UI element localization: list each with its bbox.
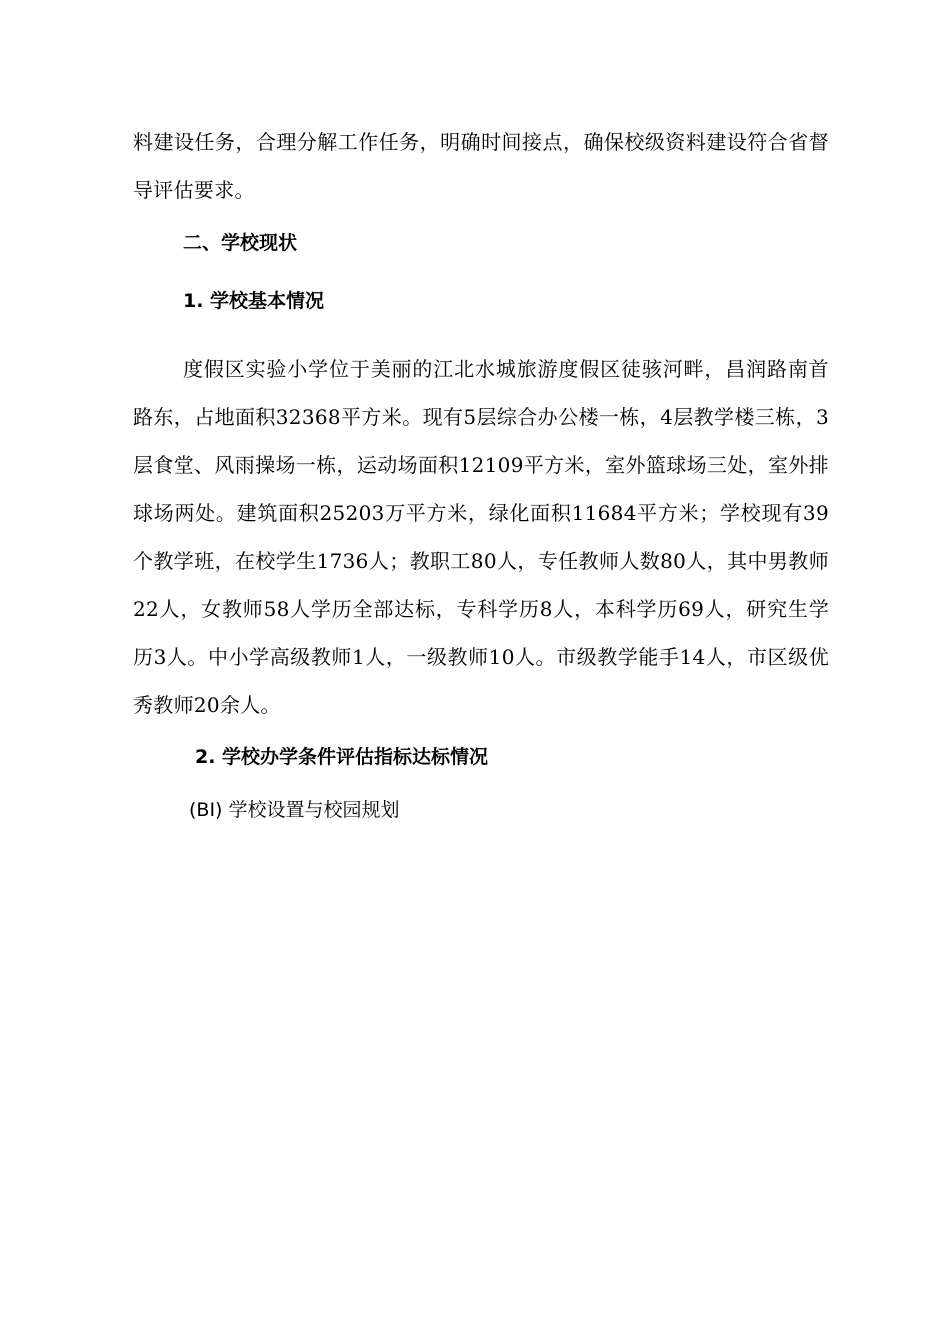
section-heading: 二、学校现状 <box>183 232 298 254</box>
subsection-heading-evaluation: 2. 学校办学条件评估指标达标情况 <box>195 746 489 768</box>
document-body <box>133 118 829 834</box>
basic-info-paragraph: 度假区实验小学位于美丽的江北水城旅游度假区徒骇河畔，昌润路南首路东，占地面积32368平方米。现有5层综合办公楼一栋，4层教学楼三栋，3层食堂、风雨操场一栋，运动场面积12109平方米，室外篮球场三处，室外排球场两处。建筑面积25203万平方米，绿化面积11684平方米；学校现有39个教学班，在校学生1736人；教职工80人，专任教师人数80人，其中男教师22人，女教师58人学历全部达标，专科学历8人，本科学历69人，研究生学历3人。中小学高级教师1人，一级教师10人。市级教学能手14人，市区级优秀教师20余人。 <box>133 357 829 717</box>
continuation-paragraph: 料建设任务，合理分解工作任务，明确时间接点，确保校级资料建设符合省督导评估要求。 <box>133 130 829 202</box>
paragraph-spacer <box>133 325 829 345</box>
subsection-item-heading: (BI) 学校设置与校园规划 <box>189 799 400 821</box>
subsection-heading-basic-info: 1. 学校基本情况 <box>183 290 325 312</box>
